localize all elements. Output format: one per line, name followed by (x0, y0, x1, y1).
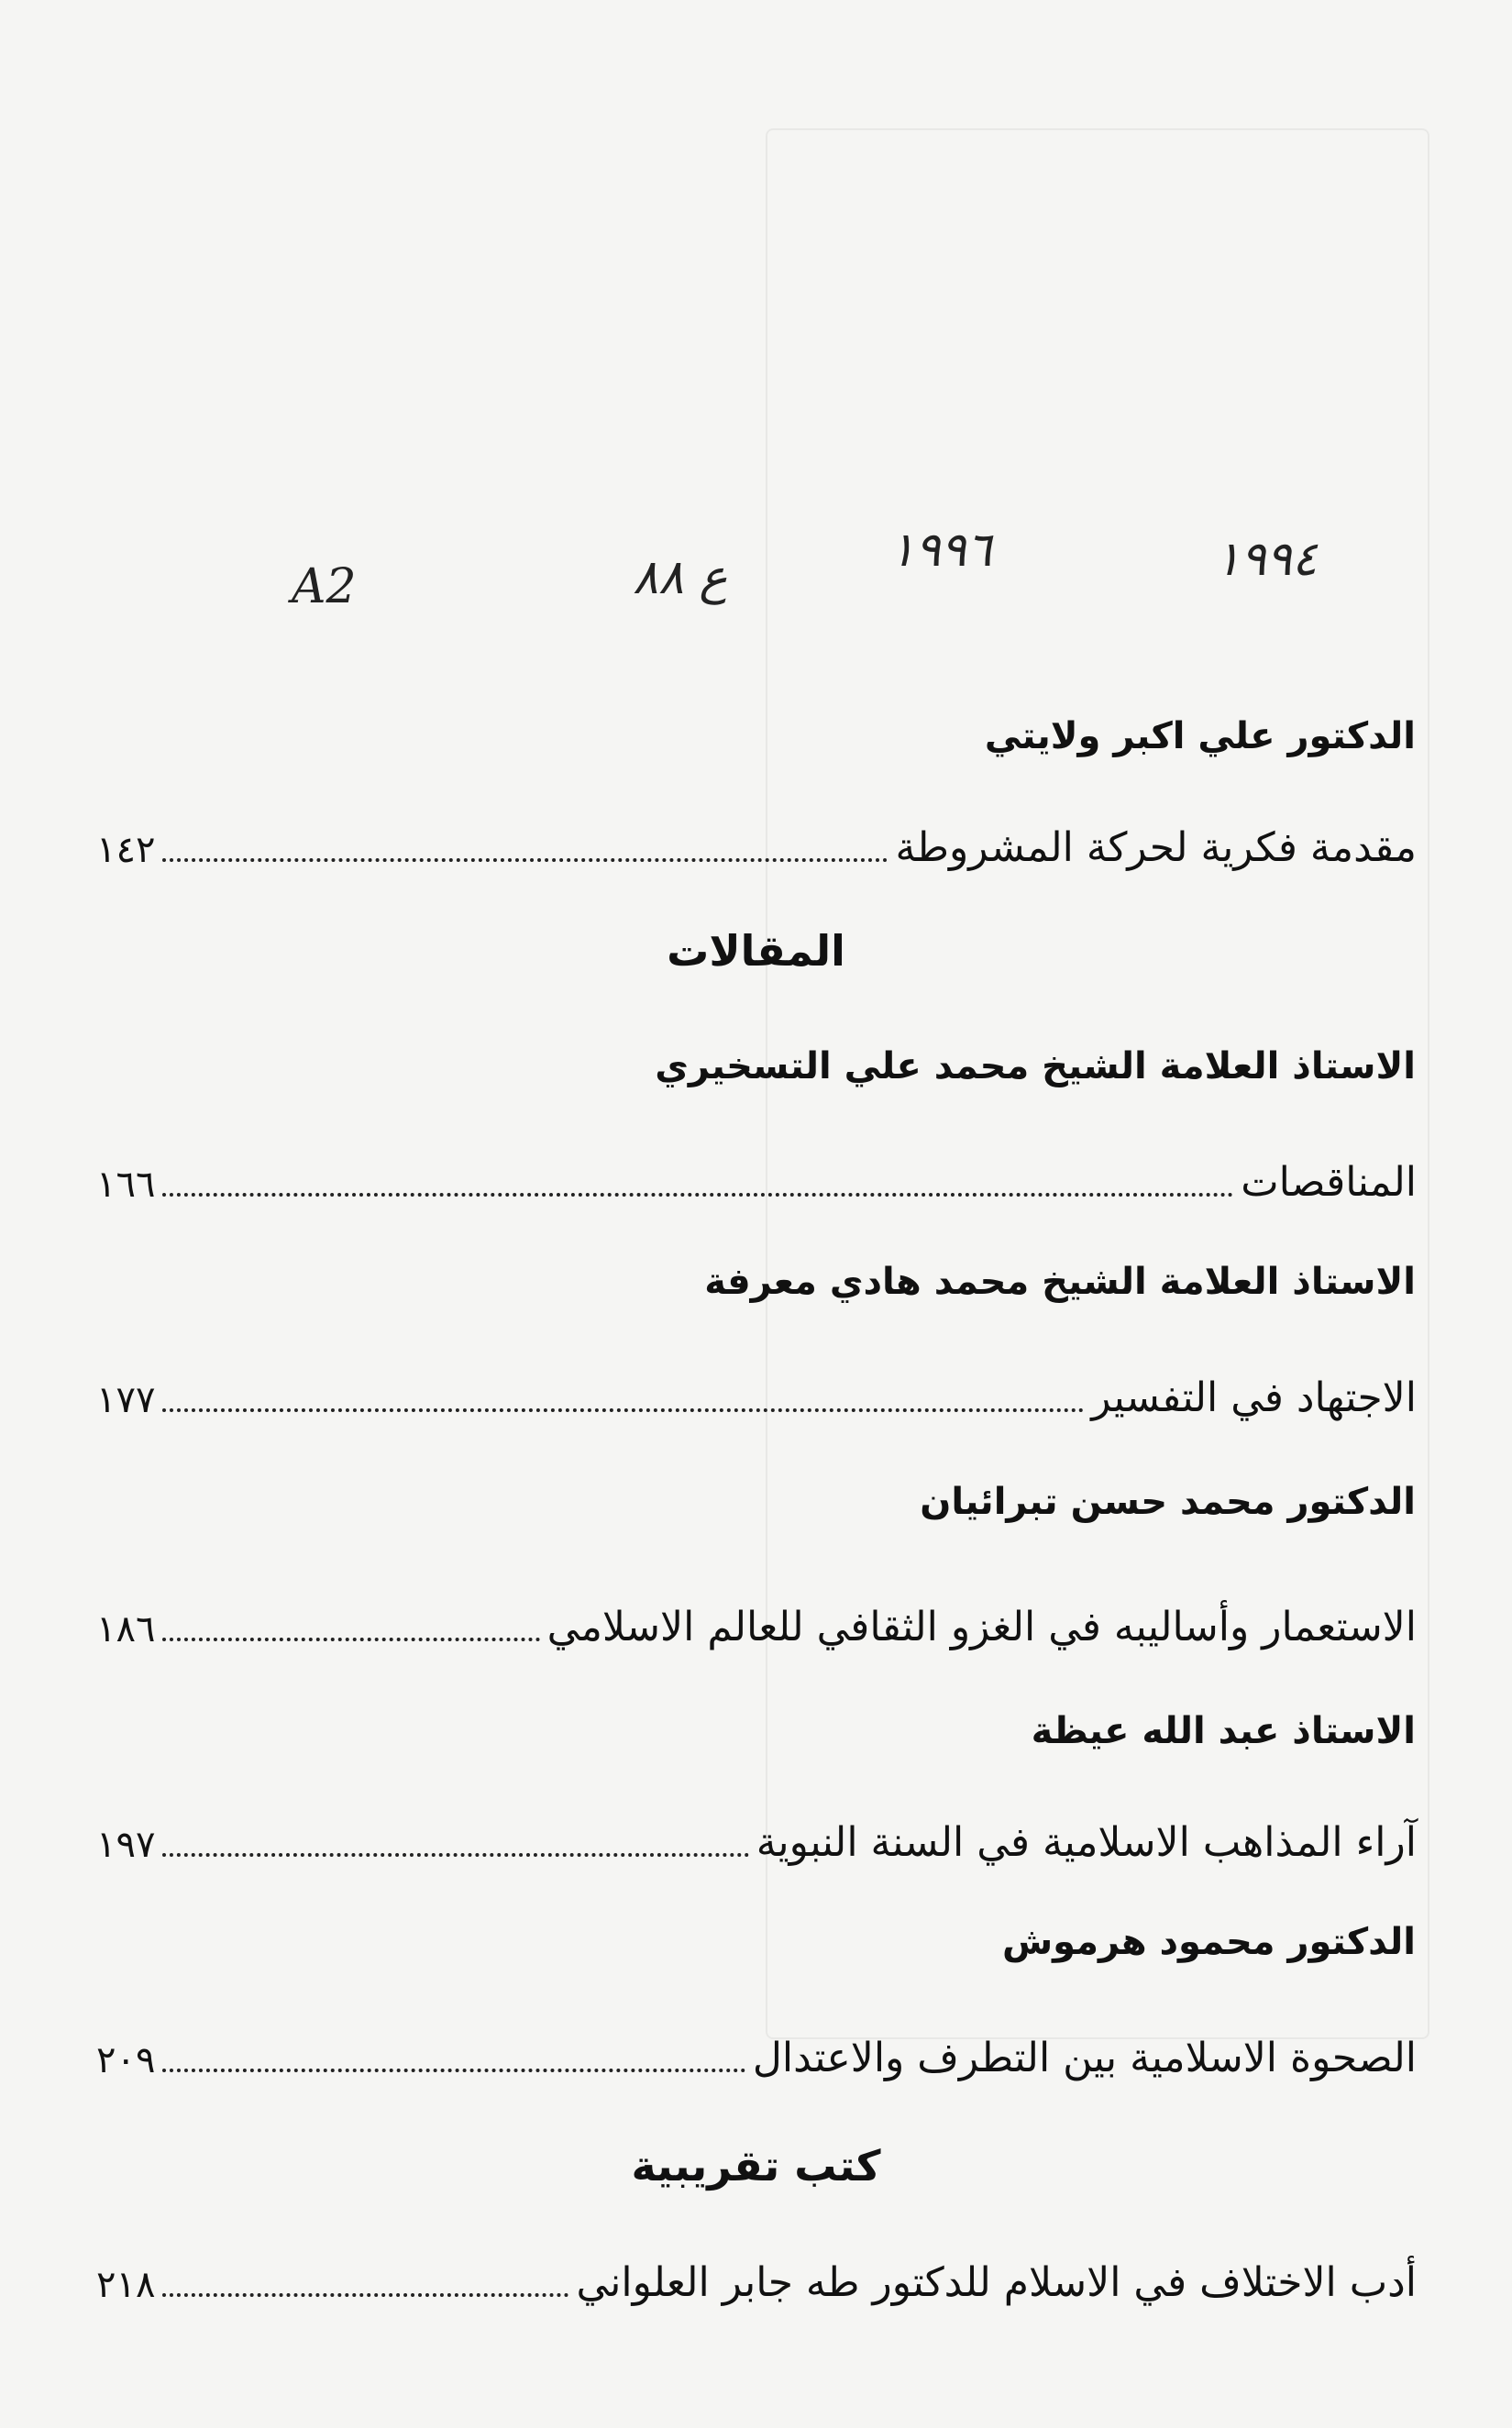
author-name: الاستاذ العلامة الشيخ محمد علي التسخيري (655, 1045, 1416, 1087)
entry-title: الصحوة الاسلامية بين التطرف والاعتدال (752, 2035, 1417, 2081)
author-name: الدكتور محمود هرموش (1001, 1921, 1416, 1963)
toc-entry[interactable] (96, 2026, 1417, 2081)
author-name: الاستاذ عبد الله عيظة (1031, 1710, 1416, 1752)
page-number: ١٤٢ (96, 829, 156, 871)
leader-dots (162, 2069, 745, 2072)
entry-title: المناقصات (1241, 1159, 1417, 1206)
leader-dots (162, 1408, 1084, 1412)
leader-dots (162, 858, 888, 862)
toc-entry[interactable] (96, 2251, 1417, 2306)
page-number: ١٧٧ (96, 1379, 156, 1421)
page-number: ٢٠٩ (96, 2039, 156, 2081)
leader-dots (162, 2293, 568, 2297)
page-number: ١٦٦ (96, 1164, 156, 1206)
entry-title: مقدمة فكرية لحركة المشروطة (895, 824, 1417, 871)
toc-entry[interactable] (96, 1811, 1417, 1866)
page-number: ١٩٧ (96, 1824, 156, 1866)
handwritten-note-year-1: ١٩٩٤ (1215, 532, 1318, 587)
entry-title: آراء المذاهب الاسلامية في السنة النبوية (756, 1819, 1417, 1866)
handwritten-note-issue: ع ٨٨ (633, 550, 728, 605)
entry-title: الاجتهاد في التفسير (1091, 1374, 1417, 1421)
leader-dots (162, 1638, 539, 1641)
section-heading-articles: المقالات (667, 926, 845, 976)
entry-title: أدب الاختلاف في الاسلام للدكتور طه جابر العلواني (576, 2259, 1417, 2306)
author-name: الدكتور محمد حسن تبرائيان (920, 1481, 1416, 1523)
toc-entry[interactable] (96, 1595, 1417, 1650)
leader-dots (162, 1193, 1233, 1197)
page-number: ٢١٨ (96, 2264, 156, 2306)
leader-dots (162, 1853, 748, 1857)
page-number: ١٨٦ (96, 1608, 156, 1650)
section-heading-books: كتب تقريبية (631, 2141, 881, 2191)
toc-entry[interactable] (96, 1151, 1417, 1206)
toc-entry[interactable] (96, 1366, 1417, 1421)
handwritten-note-code: A2 (292, 559, 357, 614)
author-name: الاستاذ العلامة الشيخ محمد هادي معرفة (704, 1261, 1416, 1303)
handwritten-note-year-2: ١٩٩٦ (889, 523, 992, 578)
entry-title: الاستعمار وأساليبه في الغزو الثقافي للعالم الاسلامي (546, 1604, 1417, 1650)
author-name: الدكتور علي اكبر ولايتي (984, 715, 1416, 757)
toc-entry[interactable] (96, 816, 1417, 871)
